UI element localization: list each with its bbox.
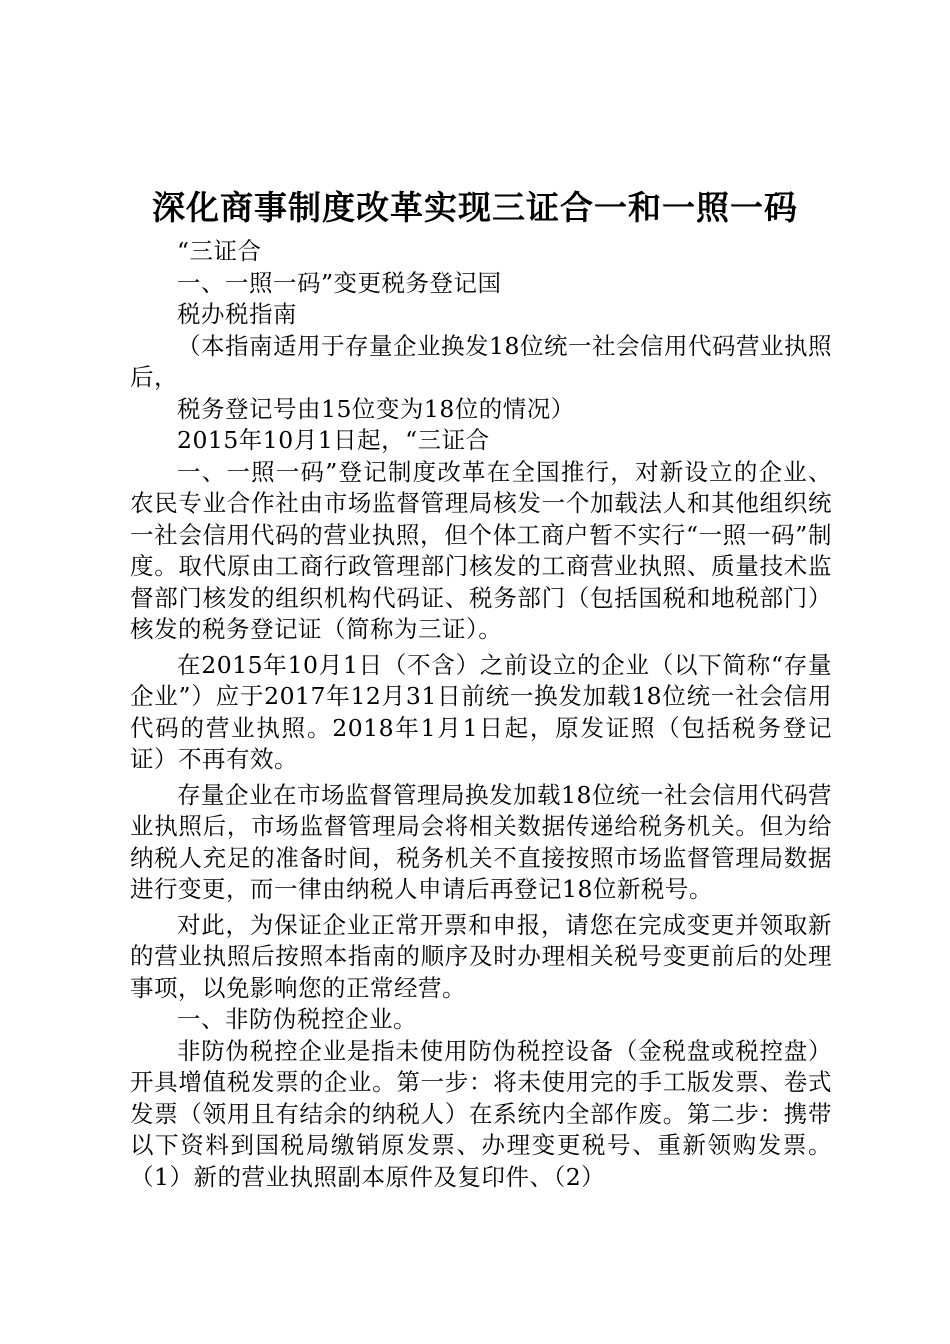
paragraph-7: 一、一照一码”登记制度改革在全国推行，对新设立的企业、农民专业合作社由市场监督管理局核发一个加载法人和其他组织统一社会信用代码的营业执照，但个体工商户暂不实行“一照一码”制度。取代原由工商行政管理部门核发的工商营业执照、质量技术监督部门核发的组织机构代码证、税务部门（包括国税和地税部门）核发的税务登记证（简称为三证）。: [130, 457, 832, 643]
paragraph-4: （本指南适用于存量企业换发18位统一社会信用代码营业执照后，: [130, 331, 832, 391]
paragraph-11: 一、非防伪税控企业。: [177, 1005, 417, 1033]
paragraph-6: 2015年10月1日起，“三证合: [177, 426, 490, 454]
paragraph-10: 对此，为保证企业正常开票和申报，请您在完成变更并领取新的营业执照后按照本指南的顺序及时办理相关税号变更前后的处理事项，以免影响您的正常经营。: [130, 910, 832, 1002]
paragraph-3: 税办税指南: [177, 300, 297, 328]
paragraph-8: 在2015年10月1日（不含）之前设立的企业（以下简称“存量企业”）应于2017年12月31日前统一换发加载18位统一社会信用代码的营业执照。2018年1月1日起，原发证照（包括税务登记证）不再有效。: [130, 650, 832, 773]
paragraph-2: 一、一照一码”变更税务登记国: [177, 268, 502, 297]
paragraph-9: 存量企业在市场监督管理局换发加载18位统一社会信用代码营业执照后，市场监督管理局会将相关数据传递给税务机关。但为给纳税人充足的准备时间，税务机关不直接按照市场监督管理局数据进行变更，而一律由纳税人申请后再登记18位新税号。: [130, 780, 832, 903]
paragraph-12: 非防伪税控企业是指未使用防伪税控设备（金税盘或税控盘）开具增值税发票的企业。第一步：将未使用完的手工版发票、卷式发票（领用且有结余的纳税人）在系统内全部作废。第二步：携带以下资料到国税局缴销原发票、办理变更税号、重新领购发票。（1）新的营业执照副本原件及复印件、（2）: [130, 1036, 832, 1191]
document-title: 深化商事制度改革实现三证合一和一照一码: [152, 188, 798, 227]
document-body: [130, 236, 832, 1193]
paragraph-5: 税务登记号由15位变为18位的情况）: [177, 394, 575, 423]
paragraph-1: “三证合: [177, 237, 262, 265]
